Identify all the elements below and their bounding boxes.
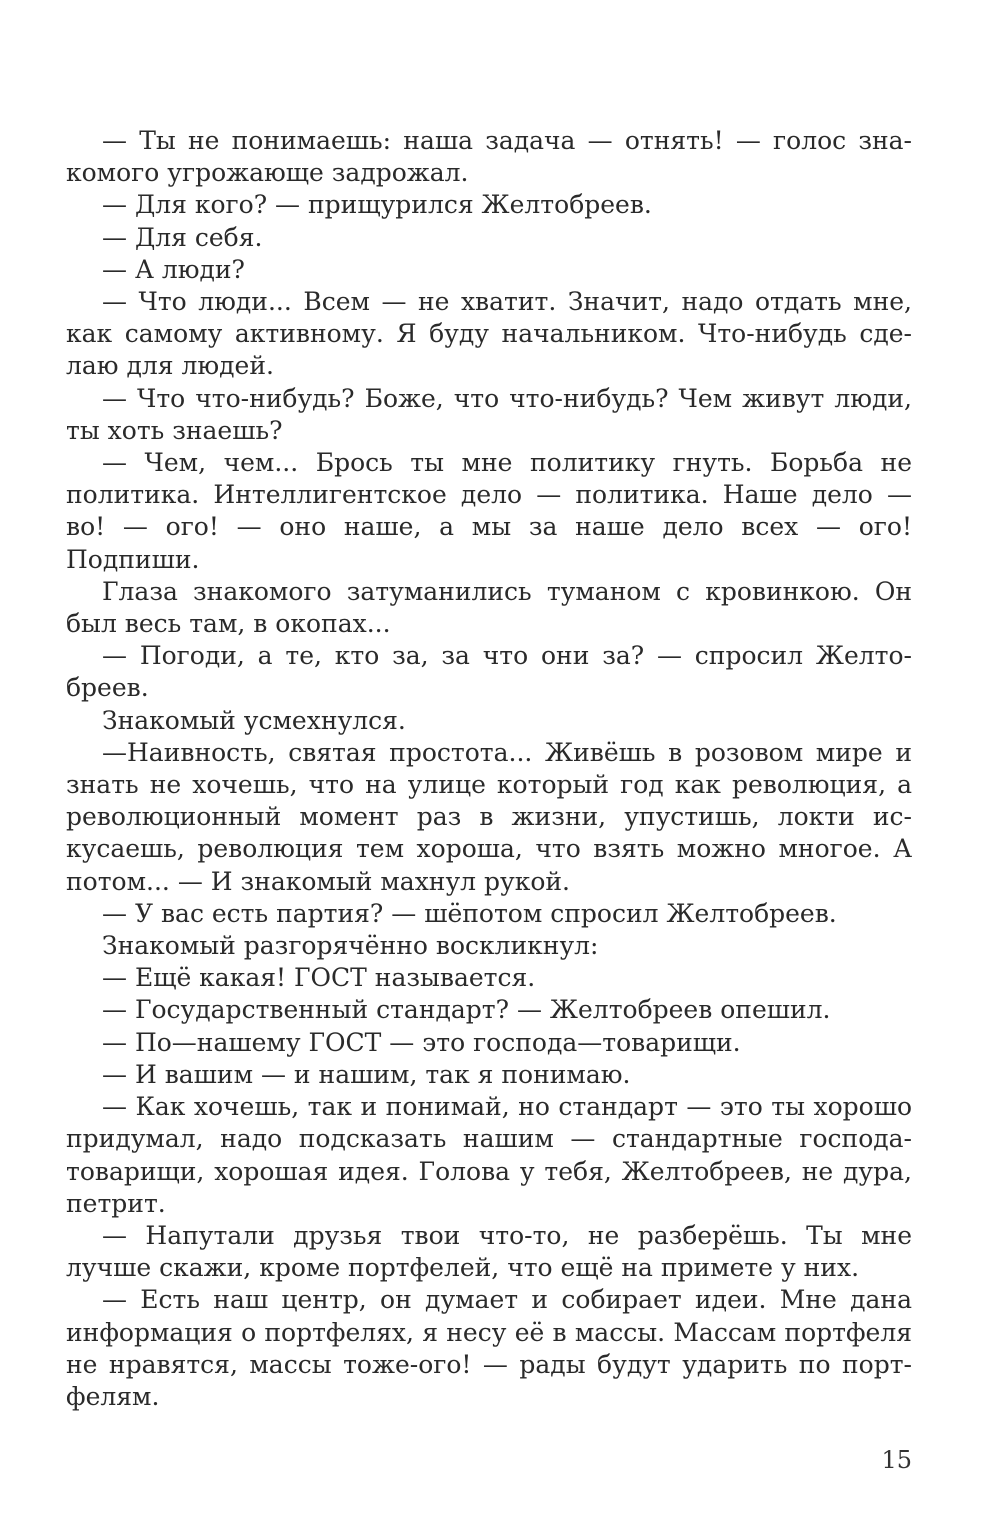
paragraph: — По—нашему ГОСТ — это господа—товарищи. — [102, 1027, 741, 1057]
paragraph: — Есть наш центр, он думает и собирает идеи. Мне дана информация о портфелях, я несу её в массы. Массам портфеля не нравятся, массы тоже-ого! — рады будут ударить по портфелям. — [66, 1285, 912, 1411]
page-number: 15 — [881, 1446, 912, 1474]
paragraph: — Ты не понимаешь: наша задача — отнять! — голос знакомого угрожающе задрожал. — [66, 126, 912, 188]
paragraph: — Погоди, а те, кто за, за что они за? — спросил Желтобреев. — [66, 641, 912, 703]
paragraph: —Наивность, святая простота... Живёшь в розовом мире и знать не хочешь, что на улице который год как революция, а революционный момент раз в жизни, упустишь, локти искусаешь, революция тем хороша, что взять можно многое. А потом... — И знакомый махнул рукой. — [66, 737, 912, 896]
paragraph: Знакомый разгорячённо воскликнул: — [102, 931, 599, 961]
paragraph: — Что что-нибудь? Боже, что что-нибудь? Чем живут люди, ты хоть знаешь? — [66, 383, 912, 445]
paragraph: — Что люди... Всем — не хватит. Значит, надо отдать мне, как самому активному. Я буду начальником. Что-нибудь сделаю для людей. — [66, 287, 912, 381]
paragraph: — Чем, чем... Брось ты мне политику гнуть. Борьба не политика. Интеллигентское дело — политика. Наше дело — во! — ого! — оно наше, а мы за наше дело всех — ого! Подпиши. — [66, 448, 912, 574]
paragraph: — У вас есть партия? — шёпотом спросил Желтобреев. — [102, 898, 837, 928]
paragraph: Знакомый усмехнулся. — [102, 705, 406, 735]
paragraph: — И вашим — и нашим, так я понимаю. — [102, 1059, 631, 1089]
paragraph: — Ещё какая! ГОСТ называется. — [102, 963, 536, 993]
paragraph: Глаза знакомого затуманились туманом с кровинкою. Он был весь там, в окопах... — [66, 576, 912, 639]
paragraph: — Как хочешь, так и понимай, но стандарт — это ты хорошо придумал, надо подсказать нашим — стандартные господа-товарищи, хорошая идея. Голова у тебя, Желтобреев, не дура, петрит. — [66, 1092, 912, 1218]
paragraph: — Для кого? — прищурился Желтобреев. — [102, 190, 652, 220]
body-text — [66, 125, 912, 1413]
paragraph: — А люди? — [102, 254, 245, 284]
paragraph: — Напутали друзья твои что-то, не разберёшь. Ты мне лучше скажи, кроме портфелей, что ещё на примете у них. — [66, 1220, 912, 1283]
paragraph: — Государственный стандарт? — Желтобреев опешил. — [102, 995, 831, 1025]
paragraph: — Для себя. — [102, 222, 263, 252]
